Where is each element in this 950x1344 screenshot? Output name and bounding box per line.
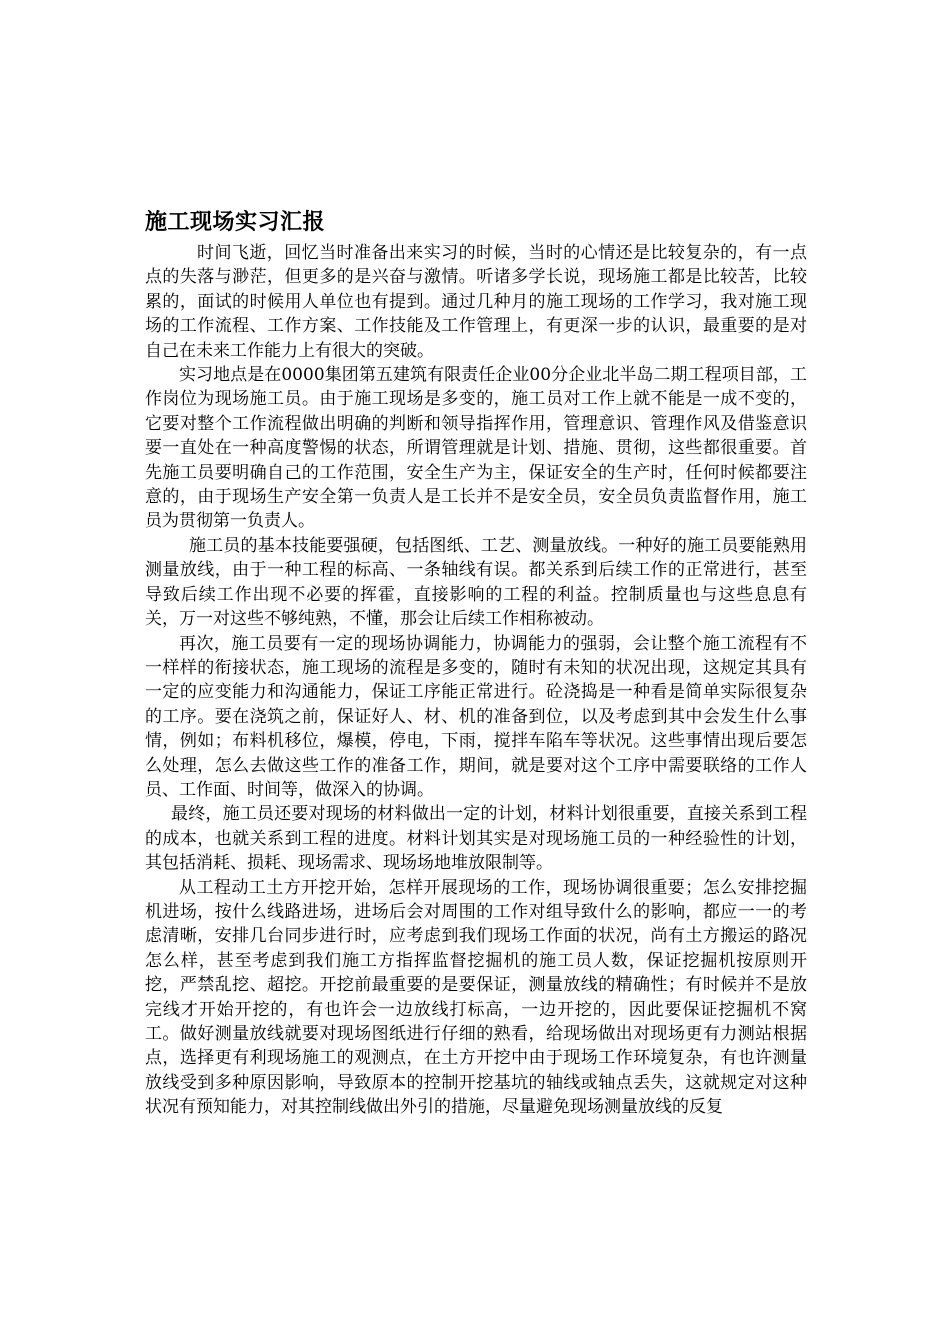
document-title: 施工现场实习汇报 (145, 210, 326, 235)
paragraph-materials: 最终，施工员还要对现场的材料做出一定的计划，材料计划很重要，直接关系到工程的成本，也就关系到工程的进度。材料计划其实是对现场施工员的一种经验性的计划，其包括消耗、损耗、现场需求、现场场地堆放限制等。 (145, 804, 807, 874)
paragraph-basic-skills: 施工员的基本技能要强硬，包括图纸、工艺、测量放线。一种好的施工员要能熟用测量放线，由于一种工程的标高、一条轴线有误。都关系到后续工作的正常进行，甚至导致后续工作出现不必要的挥霍，直接影响的工程的利益。控制质量也与这些息息有关，万一对这些不够纯熟，不懂，那会让后续工作相称被动。 (145, 535, 807, 630)
paragraph-intro: 时间飞逝，回忆当时准备出来实习的时候，当时的心情还是比较复杂的，有一点点的失落与渺茫，但更多的是兴奋与激情。听诸多学长说，现场施工都是比较苦，比较累的，面试的时候用人单位也有提到。通过几种月的施工现场的工作学习，我对施工现场的工作流程、工作方案、工作技能及工作管理上，有更深一步的认识，最重要的是对自己在未来工作能力上有很大的突破。 (145, 243, 807, 361)
paragraph-earthwork: 从工程动工土方开挖开始，怎样开展现场的工作，现场协调很重要；怎么安排挖掘机进场，按什么线路进场，进场后会对周围的工作对组导致什么的影响，都应一一的考虑清晰，安排几台同步进行时，应考虑到我们现场工作面的状况，尚有土方搬运的路况怎么样，甚至考虑到我们施工方指挥监督挖掘机的施工员人数，保证挖掘机按原则开挖，严禁乱挖、超挖。开挖前最重要的是要保证，测量放线的精确性；有时候并不是放完线才开始开挖的，有也许会一边放线打标高，一边开挖的，因此要保证挖掘机不窝工。做好测量放线就要对现场图纸进行仔细的熟看，给现场做出对现场更有力测站根据点，选择更有利现场施工的观测点，在土方开挖中由于现场工作环境复杂，有也许测量放线受到多种原因影响，导致原本的控制开挖基坑的轴线或轴点丢失，这就规定对这种状况有预知能力，对其控制线做出外引的措施，尽量避免现场测量放线的反复 (145, 877, 807, 1118)
paragraph-coordination: 再次，施工员要有一定的现场协调能力，协调能力的强弱，会让整个施工流程有不一样样的衔接状态，施工现场的流程是多变的，随时有未知的状况出现，这规定其具有一定的应变能力和沟通能力，保证工序能正常进行。砼浇捣是一种看是简单实际很复杂的工序。要在浇筑之前，保证好人、材、机的准备到位，以及考虑到其中会发生什么事情，例如；布料机移位，爆模，停电，下雨，搅拌车陷车等状况。这些事情出现后要怎么处理，怎么去做这些工作的准备工作，期间，就是要对这个工序中需要联络的工作人员、工作面、时间等，做深入的协调。 (145, 633, 807, 800)
paragraph-internship-location: 实习地点是在0000集团第五建筑有限责任企业00分企业北半岛二期工程项目部，工作岗位为现场施工员。由于施工现场是多变的，施工员对工作上就不能是一成不变的，它要对整个工作流程做出明确的判断和领导指挥作用，管理意识、管理作风及借鉴意识要一直处在一种高度警惕的状态，所谓管理就是计划、措施、贯彻，这些都很重要。首先施工员要明确自己的工作范围，安全生产为主，保证安全的生产时，任何时候都要注意的，由于现场生产安全第一负责人是工长并不是安全员，安全员负责监督作用，施工员为贯彻第一负责人。 (145, 365, 807, 532)
document-body (145, 205, 807, 1120)
